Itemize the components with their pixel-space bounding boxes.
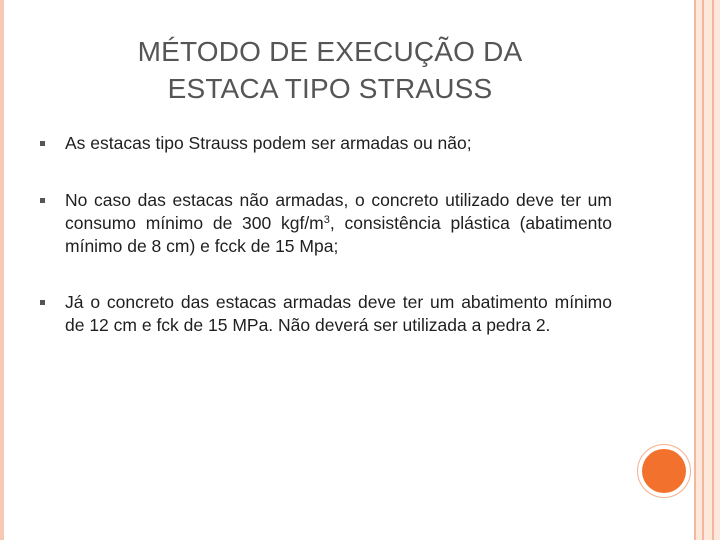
bullet-item (40, 291, 612, 337)
left-border-strip (0, 0, 4, 540)
title-line-1: MÉTODO DE EXECUÇÃO DA (137, 36, 523, 67)
orange-circle-icon (642, 449, 686, 493)
superscript: 3 (323, 214, 330, 226)
bullet-item (40, 189, 612, 258)
right-stripe-line (702, 0, 704, 540)
bullet-text: As estacas tipo Strauss podem ser armadas ou não; (65, 133, 472, 153)
title-line-2: ESTACA TIPO STRAUSS (167, 73, 493, 104)
square-bullet-icon (40, 300, 45, 305)
right-stripe-line (712, 0, 714, 540)
slide-title (60, 33, 600, 107)
bullet-text-continued: , consistência plástica (abatimento mínimo de 8 cm) e fcck de 15 Mpa; (65, 213, 613, 256)
bullet-item (40, 132, 612, 155)
right-stripe-line (694, 0, 696, 540)
square-bullet-icon (40, 141, 45, 146)
bullet-text: Já o concreto das estacas armadas deve ter um abatimento mínimo de 12 cm e fck de 15 MPa. Não deverá ser utilizada a pedra 2. (65, 292, 612, 335)
bullet-list (40, 132, 612, 337)
bullet-text: No caso das estacas não armadas, o concreto utilizado deve ter um consumo mínimo de 300 kgf/m (65, 190, 612, 233)
right-decorative-band (694, 0, 720, 540)
square-bullet-icon (40, 198, 45, 203)
